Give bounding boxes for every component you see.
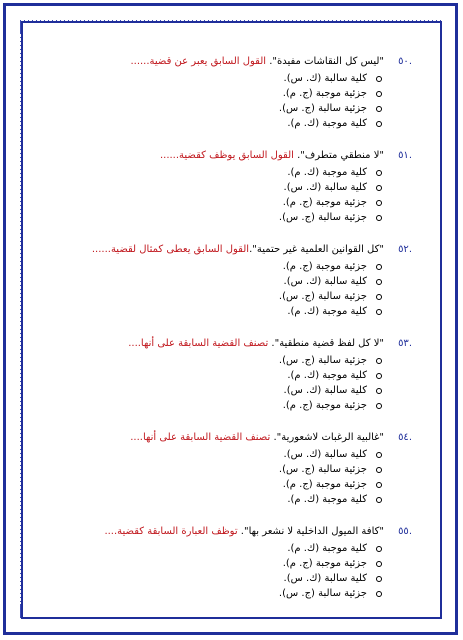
circle-bullet-icon — [376, 452, 382, 458]
question-block — [40, 431, 412, 507]
question-number: .٥٤ — [398, 432, 412, 443]
answer-option[interactable] — [40, 477, 382, 492]
question-text — [40, 55, 384, 69]
answer-option[interactable] — [40, 492, 382, 507]
circle-bullet-icon — [376, 561, 382, 567]
circle-bullet-icon — [376, 309, 382, 315]
circle-bullet-icon — [376, 279, 382, 285]
answer-option-label: جزئية سالبة (ج. س). — [278, 464, 367, 475]
answer-option[interactable] — [40, 571, 382, 586]
question-prompt: القول السابق يعطى كمثال لقضية...... — [91, 244, 250, 255]
options-list — [40, 541, 412, 601]
options-list — [40, 447, 412, 507]
circle-bullet-icon — [376, 200, 382, 206]
answer-option-label: كلية سالبة (ك. س). — [283, 182, 367, 193]
answer-option-label: جزئية سالبة (ج. س). — [278, 291, 367, 302]
answer-option-label: كلية سالبة (ك. س). — [283, 385, 367, 396]
question-block — [40, 243, 412, 319]
answer-option[interactable] — [40, 71, 382, 86]
question-text — [40, 525, 384, 539]
question-text — [40, 243, 384, 257]
circle-bullet-icon — [376, 388, 382, 394]
question-number: .٥٣ — [398, 338, 412, 349]
circle-bullet-icon — [376, 76, 382, 82]
answer-option-label: جزئية موجبة (ج. م). — [282, 261, 367, 272]
circle-bullet-icon — [376, 497, 382, 503]
question-quote: "كافة الميول الداخلية لا نشعر بها". — [240, 526, 384, 537]
question-number: .٥٢ — [398, 244, 412, 255]
answer-option-label: جزئية سالبة (ج. س). — [278, 588, 367, 599]
answer-option[interactable] — [40, 368, 382, 383]
circle-bullet-icon — [376, 467, 382, 473]
answer-option-label: جزئية موجبة (ج. م). — [282, 558, 367, 569]
question-header — [40, 431, 412, 445]
answer-option[interactable] — [40, 586, 382, 601]
circle-bullet-icon — [376, 576, 382, 582]
answer-option-label: جزئية موجبة (ج. م). — [282, 400, 367, 411]
answer-option[interactable] — [40, 462, 382, 477]
question-header — [40, 243, 412, 257]
question-header — [40, 337, 412, 351]
options-list — [40, 259, 412, 319]
question-quote: "لا منطقي متطرف". — [297, 150, 384, 161]
question-header — [40, 149, 412, 163]
question-quote: "لا كل لفظ قضية منطقية". — [271, 338, 384, 349]
question-number: .٥١ — [398, 150, 412, 161]
answer-option-label: جزئية سالبة (ج. س). — [278, 355, 367, 366]
circle-bullet-icon — [376, 403, 382, 409]
answer-option-label: كلية موجبة (ك. م). — [287, 118, 367, 129]
answer-option-label: كلية سالبة (ك. س). — [283, 276, 367, 287]
answer-option-label: جزئية سالبة (ج. س). — [278, 212, 367, 223]
question-header — [40, 525, 412, 539]
answer-option-label: كلية موجبة (ك. م). — [287, 543, 367, 554]
circle-bullet-icon — [376, 264, 382, 270]
circle-bullet-icon — [376, 591, 382, 597]
question-number: .٥٥ — [398, 526, 412, 537]
answer-option-label: كلية سالبة (ك. س). — [283, 73, 367, 84]
circle-bullet-icon — [376, 373, 382, 379]
answer-option[interactable] — [40, 259, 382, 274]
answer-option[interactable] — [40, 195, 382, 210]
answer-option-label: جزئية موجبة (ج. م). — [282, 197, 367, 208]
answer-option-label: كلية موجبة (ك. م). — [287, 306, 367, 317]
answer-option-label: كلية سالبة (ك. س). — [283, 449, 367, 460]
answer-option[interactable] — [40, 353, 382, 368]
circle-bullet-icon — [376, 482, 382, 488]
question-text — [40, 337, 384, 351]
options-list — [40, 165, 412, 225]
circle-bullet-icon — [376, 106, 382, 112]
answer-option-label: كلية موجبة (ك. م). — [287, 167, 367, 178]
circle-bullet-icon — [376, 546, 382, 552]
circle-bullet-icon — [376, 121, 382, 127]
answer-option[interactable] — [40, 447, 382, 462]
circle-bullet-icon — [376, 185, 382, 191]
question-block — [40, 149, 412, 225]
question-block — [40, 337, 412, 413]
question-prompt: القول السابق يعبر عن قضية...... — [130, 56, 270, 67]
question-quote: "كل القوانين العلمية غير حتمية". — [249, 244, 384, 255]
answer-option[interactable] — [40, 274, 382, 289]
answer-option[interactable] — [40, 86, 382, 101]
answer-option[interactable] — [40, 289, 382, 304]
answer-option-label: كلية موجبة (ك. م). — [287, 494, 367, 505]
question-prompt: توظف العبارة السابقة كقضية.... — [104, 526, 241, 537]
answer-option[interactable] — [40, 210, 382, 225]
question-block — [40, 525, 412, 601]
question-prompt: تصنف القضية السابقة على أنها.... — [128, 338, 272, 349]
answer-option[interactable] — [40, 383, 382, 398]
question-text — [40, 431, 384, 445]
answer-option[interactable] — [40, 101, 382, 116]
answer-option[interactable] — [40, 165, 382, 180]
answer-option[interactable] — [40, 304, 382, 319]
circle-bullet-icon — [376, 294, 382, 300]
question-list — [40, 55, 412, 619]
question-text — [40, 149, 384, 163]
question-number: .٥٠ — [398, 56, 412, 67]
answer-option[interactable] — [40, 541, 382, 556]
question-prompt: تصنف القضية السابقة على أنها.... — [130, 432, 274, 443]
answer-option[interactable] — [40, 180, 382, 195]
question-quote: "غالبية الرغبات لاشعورية". — [273, 432, 384, 443]
options-list — [40, 353, 412, 413]
circle-bullet-icon — [376, 170, 382, 176]
circle-bullet-icon — [376, 215, 382, 221]
question-prompt: القول السابق يوظف كقضية...... — [159, 150, 298, 161]
circle-bullet-icon — [376, 91, 382, 97]
question-block — [40, 55, 412, 131]
answer-option[interactable] — [40, 556, 382, 571]
options-list — [40, 71, 412, 131]
answer-option-label: جزئية موجبة (ج. م). — [282, 479, 367, 490]
answer-option-label: جزئية سالبة (ج. س). — [278, 103, 367, 114]
answer-option-label: جزئية موجبة (ج. م). — [282, 88, 367, 99]
question-quote: "ليس كل النقاشات مفيدة". — [269, 56, 384, 67]
answer-option[interactable] — [40, 398, 382, 413]
circle-bullet-icon — [376, 358, 382, 364]
question-header — [40, 55, 412, 69]
answer-option-label: كلية موجبة (ك. م). — [287, 370, 367, 381]
answer-option-label: كلية سالبة (ك. س). — [283, 573, 367, 584]
answer-option[interactable] — [40, 116, 382, 131]
